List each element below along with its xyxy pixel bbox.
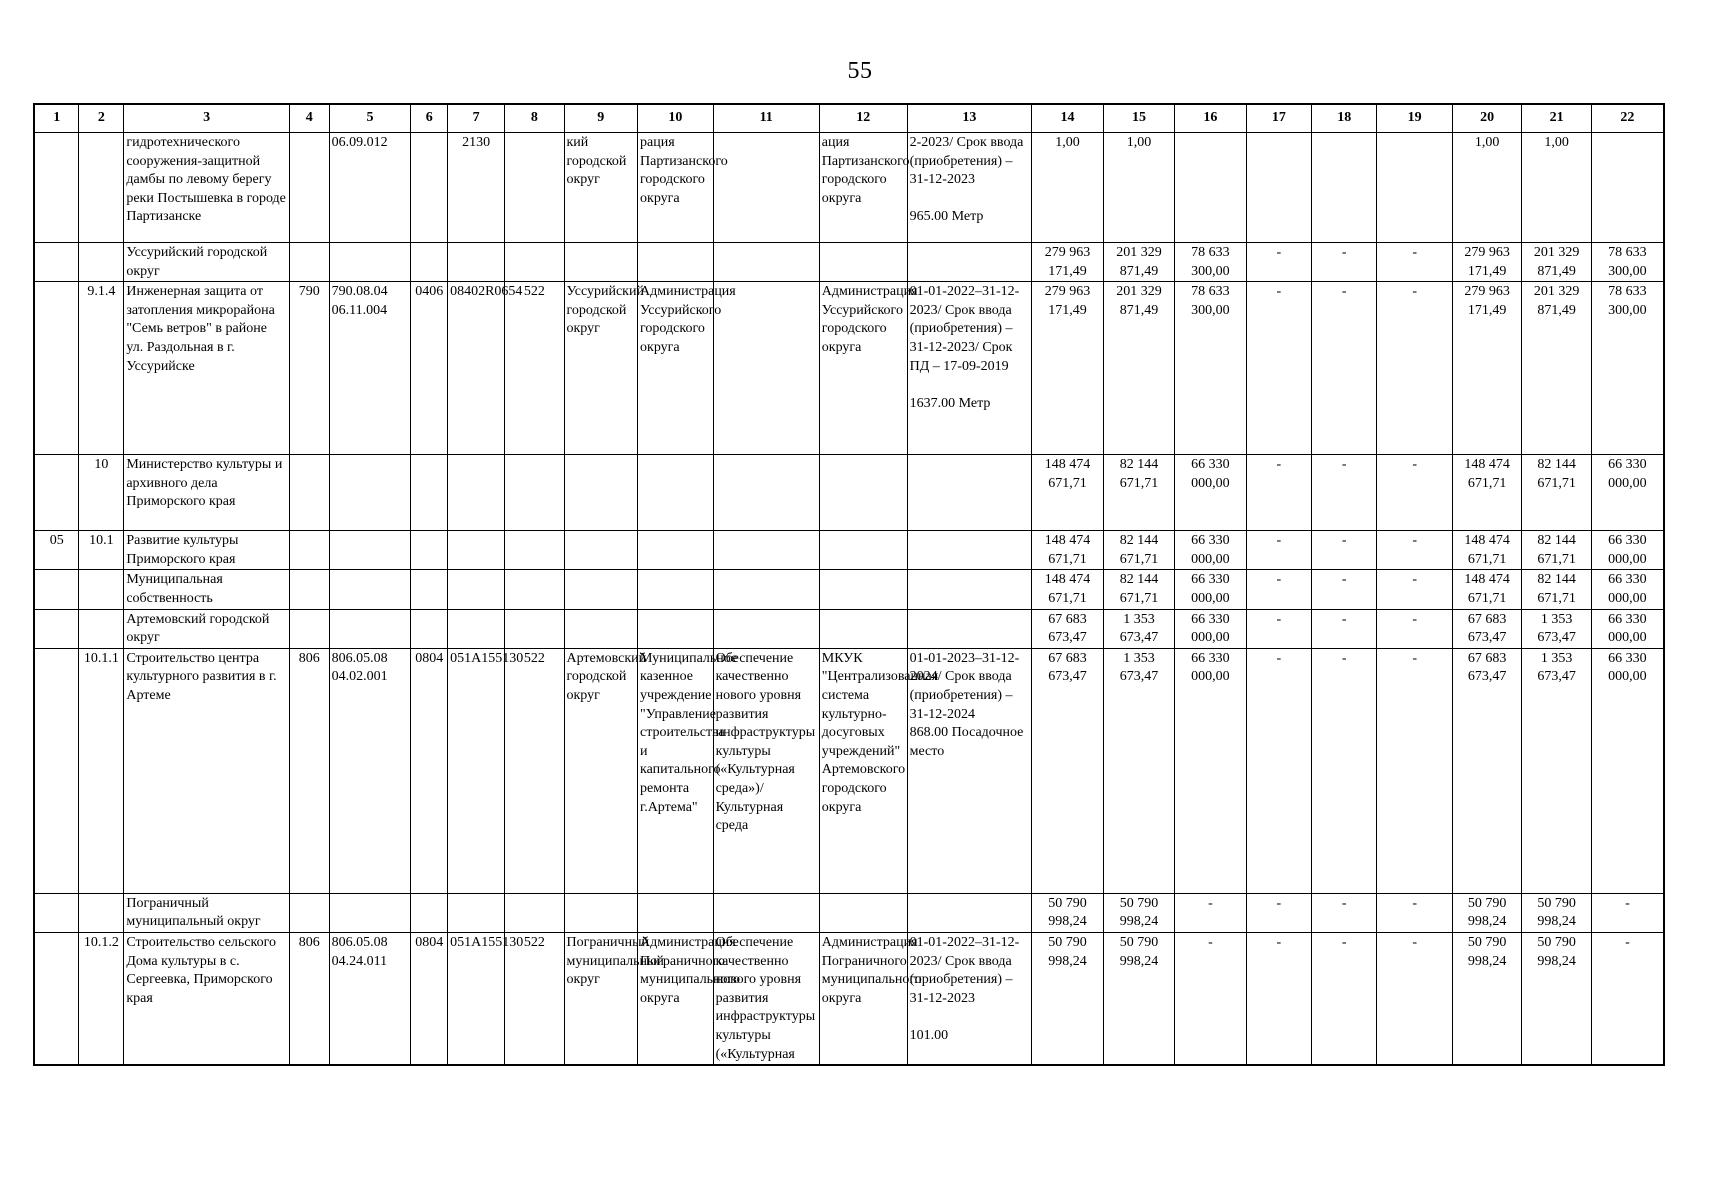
table-cell — [713, 455, 819, 531]
table-cell — [34, 455, 79, 531]
table-cell: 790 — [289, 282, 329, 455]
table-cell: Администрация Пограничного муниципального округа — [819, 932, 907, 1065]
table-cell: 148 474 671,71 — [1032, 570, 1103, 609]
table-cell: 806 — [289, 648, 329, 893]
table-cell — [713, 570, 819, 609]
column-header: 12 — [819, 104, 907, 133]
table-cell: 50 790 998,24 — [1103, 893, 1174, 932]
table-cell: 051A155130 — [448, 932, 505, 1065]
table-cell — [819, 570, 907, 609]
table-cell — [505, 133, 564, 243]
table-cell — [411, 455, 448, 531]
table-cell: - — [1377, 648, 1453, 893]
table-cell — [907, 893, 1032, 932]
table-cell: 50 790 998,24 — [1032, 893, 1103, 932]
table-cell: 50 790 998,24 — [1452, 932, 1521, 1065]
table-cell: - — [1246, 531, 1311, 570]
table-cell: 66 330 000,00 — [1591, 455, 1664, 531]
table-cell: - — [1312, 570, 1377, 609]
table-cell: - — [1312, 609, 1377, 648]
table-cell: 279 963 171,49 — [1452, 282, 1521, 455]
row-10-1 — [34, 531, 1664, 570]
table-cell — [79, 570, 124, 609]
column-header: 17 — [1246, 104, 1311, 133]
table-cell — [289, 609, 329, 648]
table-cell — [907, 609, 1032, 648]
table-cell — [448, 243, 505, 282]
table-cell: 148 474 671,71 — [1452, 570, 1521, 609]
table-cell: 1 353 673,47 — [1522, 648, 1591, 893]
table-cell: 201 329 871,49 — [1103, 282, 1174, 455]
table-cell: Артемовский городской округ — [564, 648, 638, 893]
table-cell: 148 474 671,71 — [1452, 455, 1521, 531]
table-cell: 0406 — [411, 282, 448, 455]
table-cell: 1 353 673,47 — [1522, 609, 1591, 648]
table-cell: Муниципальное казенное учреждение "Управление строительства и капитального ремонта г.Артема" — [638, 648, 714, 893]
table-cell: Развитие культуры Приморского края — [124, 531, 289, 570]
column-header: 16 — [1175, 104, 1246, 133]
table-cell — [1591, 133, 1664, 243]
table-cell: 790.08.04 06.11.004 — [329, 282, 411, 455]
table-cell: 78 633 300,00 — [1175, 282, 1246, 455]
table-cell: 10.1 — [79, 531, 124, 570]
table-cell: 2-2023/ Срок ввода (приобретения) – 31-12-2023 965.00 Метр — [907, 133, 1032, 243]
table-cell: 78 633 300,00 — [1591, 282, 1664, 455]
table-cell: 10 — [79, 455, 124, 531]
table-cell: Обеспечение качественно нового уровня развития инфраструктуры культуры («Культурная среда»)/Культурная среда — [713, 648, 819, 893]
table-cell: - — [1246, 455, 1311, 531]
table-cell — [505, 609, 564, 648]
table-cell — [713, 609, 819, 648]
table-cell: 9.1.4 — [79, 282, 124, 455]
table-cell: 82 144 671,71 — [1522, 455, 1591, 531]
table-cell: 66 330 000,00 — [1175, 531, 1246, 570]
table-cell: 201 329 871,49 — [1522, 282, 1591, 455]
table-cell: 66 330 000,00 — [1175, 455, 1246, 531]
column-header: 6 — [411, 104, 448, 133]
table-cell — [34, 648, 79, 893]
column-header: 13 — [907, 104, 1032, 133]
table-cell — [638, 455, 714, 531]
column-header: 7 — [448, 104, 505, 133]
table-cell: 82 144 671,71 — [1522, 570, 1591, 609]
table-cell — [289, 570, 329, 609]
table-cell — [564, 609, 638, 648]
table-cell: - — [1312, 531, 1377, 570]
table-cell: 66 330 000,00 — [1175, 648, 1246, 893]
row-municipal-property — [34, 570, 1664, 609]
column-header: 19 — [1377, 104, 1453, 133]
table-cell — [505, 243, 564, 282]
column-header: 1 — [34, 104, 79, 133]
table-cell — [638, 531, 714, 570]
column-header: 4 — [289, 104, 329, 133]
table-cell — [448, 570, 505, 609]
table-cell — [1377, 133, 1453, 243]
table-cell: 279 963 171,49 — [1032, 282, 1103, 455]
table-cell: - — [1312, 455, 1377, 531]
row-9-1-4 — [34, 282, 1664, 455]
table-cell: рация Партизанского городского округа — [638, 133, 714, 243]
table-cell — [564, 531, 638, 570]
table-cell: 82 144 671,71 — [1103, 531, 1174, 570]
row-artem-subtotal — [34, 609, 1664, 648]
table-cell — [34, 243, 79, 282]
table-cell — [638, 243, 714, 282]
table-cell: - — [1246, 243, 1311, 282]
table-cell: 78 633 300,00 — [1175, 243, 1246, 282]
table-cell — [34, 282, 79, 455]
table-cell: Артемовский городской округ — [124, 609, 289, 648]
table-cell — [713, 133, 819, 243]
table-cell: - — [1377, 282, 1453, 455]
table-cell: - — [1377, 243, 1453, 282]
table-cell: 1 353 673,47 — [1103, 609, 1174, 648]
table-cell: 82 144 671,71 — [1522, 531, 1591, 570]
column-header: 10 — [638, 104, 714, 133]
table-cell — [505, 570, 564, 609]
row-10-1-2 — [34, 932, 1664, 1065]
row-10-1-1 — [34, 648, 1664, 893]
table-cell: 67 683 673,47 — [1452, 609, 1521, 648]
table-cell: 08402R0654 — [448, 282, 505, 455]
row-pogranichny-subtotal — [34, 893, 1664, 932]
table-cell: - — [1377, 531, 1453, 570]
table-cell: 01-01-2022–31-12-2023/ Срок ввода (приобретения) – 31-12-2023/ Срок ПД – 17-09-2019 1637.00 Метр — [907, 282, 1032, 455]
table-cell: - — [1591, 893, 1664, 932]
table-cell — [1312, 133, 1377, 243]
table-cell: 50 790 998,24 — [1103, 932, 1174, 1065]
table-cell: - — [1377, 455, 1453, 531]
table-cell: ация Партизанского городского округа — [819, 133, 907, 243]
table-cell: - — [1312, 932, 1377, 1065]
table-cell — [713, 531, 819, 570]
table-cell: - — [1246, 932, 1311, 1065]
header-row — [34, 104, 1664, 133]
page-number: 55 — [847, 58, 873, 84]
table-cell — [1246, 133, 1311, 243]
table-cell: 50 790 998,24 — [1032, 932, 1103, 1065]
table-cell: 67 683 673,47 — [1032, 648, 1103, 893]
table-cell: 01-01-2022–31-12-2023/ Срок ввода (приобретения) – 31-12-2023 101.00 — [907, 932, 1032, 1065]
table-cell: - — [1377, 570, 1453, 609]
table-cell — [907, 455, 1032, 531]
table-cell: - — [1246, 282, 1311, 455]
column-header: 15 — [1103, 104, 1174, 133]
table-cell — [713, 893, 819, 932]
table-cell — [289, 531, 329, 570]
table-cell — [411, 133, 448, 243]
table-cell — [411, 609, 448, 648]
table-cell — [907, 531, 1032, 570]
table-cell: 1,00 — [1452, 133, 1521, 243]
table-cell: Администрация Уссурийского городского округа — [819, 282, 907, 455]
table-cell: 201 329 871,49 — [1522, 243, 1591, 282]
table-cell — [505, 893, 564, 932]
table-cell — [329, 893, 411, 932]
table-cell: - — [1175, 893, 1246, 932]
table-cell — [448, 609, 505, 648]
table-cell: 806 — [289, 932, 329, 1065]
table-cell — [79, 893, 124, 932]
table-cell: Инженерная защита от затопления микрорайона "Семь ветров" в районе ул. Раздольная в г. Уссурийске — [124, 282, 289, 455]
table-cell: 66 330 000,00 — [1591, 609, 1664, 648]
table-cell — [907, 243, 1032, 282]
table-cell — [329, 570, 411, 609]
table-cell: - — [1377, 932, 1453, 1065]
table-cell — [505, 455, 564, 531]
table-cell: Уссурийский городской округ — [564, 282, 638, 455]
table-cell: МКУК "Централизованная система культурно-досуговых учреждений" Артемовского городского округа — [819, 648, 907, 893]
table-cell: гидротехнического сооружения-защитной дамбы по левому берегу реки Постышевка в городе Партизанске — [124, 133, 289, 243]
table-cell — [329, 609, 411, 648]
table-cell: 148 474 671,71 — [1032, 531, 1103, 570]
table-cell: 0804 — [411, 932, 448, 1065]
table-cell — [448, 893, 505, 932]
table-cell: 806.05.08 04.24.011 — [329, 932, 411, 1065]
table-cell: - — [1312, 243, 1377, 282]
table-cell: - — [1246, 609, 1311, 648]
table-cell: 66 330 000,00 — [1175, 570, 1246, 609]
table-cell — [448, 531, 505, 570]
table-cell: 82 144 671,71 — [1103, 570, 1174, 609]
table-cell: 148 474 671,71 — [1032, 455, 1103, 531]
table-cell: 051A155130 — [448, 648, 505, 893]
table-cell: - — [1246, 648, 1311, 893]
table-cell: - — [1246, 893, 1311, 932]
table-cell: 522 — [505, 932, 564, 1065]
table-cell: 67 683 673,47 — [1452, 648, 1521, 893]
table-cell: 50 790 998,24 — [1522, 932, 1591, 1065]
table-cell: Пограничный муниципальный округ — [564, 932, 638, 1065]
table-cell: Строительство сельского Дома культуры в с. Сергеевка, Приморского края — [124, 932, 289, 1065]
table-cell: Уссурийский городской округ — [124, 243, 289, 282]
table-cell — [34, 932, 79, 1065]
table-cell — [819, 609, 907, 648]
column-header: 14 — [1032, 104, 1103, 133]
table-cell: 66 330 000,00 — [1591, 531, 1664, 570]
column-header: 2 — [79, 104, 124, 133]
table-cell — [907, 570, 1032, 609]
table-cell: Обеспечение качественно нового уровня развития инфраструктуры культуры («Культурная — [713, 932, 819, 1065]
table-cell: 66 330 000,00 — [1591, 570, 1664, 609]
table-cell: 522 — [505, 282, 564, 455]
table-cell: 67 683 673,47 — [1032, 609, 1103, 648]
table-cell: 66 330 000,00 — [1591, 648, 1664, 893]
table-cell: - — [1246, 570, 1311, 609]
table-cell: 05 — [34, 531, 79, 570]
table-cell: 01-01-2023–31-12-2024/ Срок ввода (приобретения) – 31-12-2024 868.00 Посадочное место — [907, 648, 1032, 893]
table-cell — [34, 893, 79, 932]
table-cell — [411, 243, 448, 282]
table-cell — [34, 133, 79, 243]
table-cell — [79, 133, 124, 243]
table-cell — [329, 455, 411, 531]
table-cell: 06.09.012 — [329, 133, 411, 243]
table-cell: Министерство культуры и архивного дела Приморского края — [124, 455, 289, 531]
table-cell — [713, 243, 819, 282]
table-cell: 1 353 673,47 — [1103, 648, 1174, 893]
table-cell: - — [1312, 282, 1377, 455]
table-cell: 78 633 300,00 — [1591, 243, 1664, 282]
column-header: 21 — [1522, 104, 1591, 133]
table-cell — [564, 455, 638, 531]
table-cell: Администрация Пограничного муниципального округа — [638, 932, 714, 1065]
table-cell — [638, 570, 714, 609]
table-cell — [564, 570, 638, 609]
table-cell — [819, 893, 907, 932]
table-cell: 1,00 — [1103, 133, 1174, 243]
table-cell — [289, 455, 329, 531]
investment-table — [33, 103, 1665, 1066]
table-cell: 10.1.2 — [79, 932, 124, 1065]
table-cell — [819, 455, 907, 531]
table-cell: 82 144 671,71 — [1103, 455, 1174, 531]
table-cell — [638, 893, 714, 932]
table-cell: Муниципальная собственность — [124, 570, 289, 609]
row-ussuriysk-subtotal — [34, 243, 1664, 282]
table-cell — [79, 609, 124, 648]
table-cell: 279 963 171,49 — [1032, 243, 1103, 282]
table-cell: - — [1591, 932, 1664, 1065]
table-cell: 0804 — [411, 648, 448, 893]
table-cell: 66 330 000,00 — [1175, 609, 1246, 648]
column-header: 8 — [505, 104, 564, 133]
table-cell: 1,00 — [1522, 133, 1591, 243]
table-cell — [79, 243, 124, 282]
table-cell: Пограничный муниципальный округ — [124, 893, 289, 932]
table-cell: 1,00 — [1032, 133, 1103, 243]
table-cell — [411, 570, 448, 609]
column-header: 11 — [713, 104, 819, 133]
table-cell — [411, 893, 448, 932]
column-header: 5 — [329, 104, 411, 133]
table-cell: - — [1312, 893, 1377, 932]
table-cell — [34, 609, 79, 648]
table-cell — [505, 531, 564, 570]
table-cell — [713, 282, 819, 455]
table-cell: - — [1377, 893, 1453, 932]
table-cell: - — [1377, 609, 1453, 648]
table-cell — [411, 531, 448, 570]
table-cell — [289, 243, 329, 282]
row-partizansk-dam — [34, 133, 1664, 243]
table-cell — [329, 243, 411, 282]
table-cell: 50 790 998,24 — [1522, 893, 1591, 932]
table-cell — [289, 893, 329, 932]
column-header: 20 — [1452, 104, 1521, 133]
table-cell: 10.1.1 — [79, 648, 124, 893]
table-cell: 279 963 171,49 — [1452, 243, 1521, 282]
table-cell: 522 — [505, 648, 564, 893]
table-cell — [289, 133, 329, 243]
table-cell — [638, 609, 714, 648]
table-cell — [329, 531, 411, 570]
column-header: 3 — [124, 104, 289, 133]
table-cell: кий городской округ — [564, 133, 638, 243]
table-cell — [819, 243, 907, 282]
table-cell — [448, 455, 505, 531]
table-cell — [819, 531, 907, 570]
table-cell — [564, 243, 638, 282]
table-cell: Администрация Уссурийского городского округа — [638, 282, 714, 455]
table-cell: - — [1312, 648, 1377, 893]
column-header: 18 — [1312, 104, 1377, 133]
column-header: 22 — [1591, 104, 1664, 133]
table-cell: 201 329 871,49 — [1103, 243, 1174, 282]
table-cell — [564, 893, 638, 932]
table-cell — [1175, 133, 1246, 243]
table-cell — [34, 570, 79, 609]
table-cell: Строительство центра культурного развития в г. Артеме — [124, 648, 289, 893]
column-header: 9 — [564, 104, 638, 133]
table-cell: 2130 — [448, 133, 505, 243]
table-cell: 148 474 671,71 — [1452, 531, 1521, 570]
table-cell: 806.05.08 04.02.001 — [329, 648, 411, 893]
table-cell: - — [1175, 932, 1246, 1065]
row-10-ministry — [34, 455, 1664, 531]
table-cell: 50 790 998,24 — [1452, 893, 1521, 932]
